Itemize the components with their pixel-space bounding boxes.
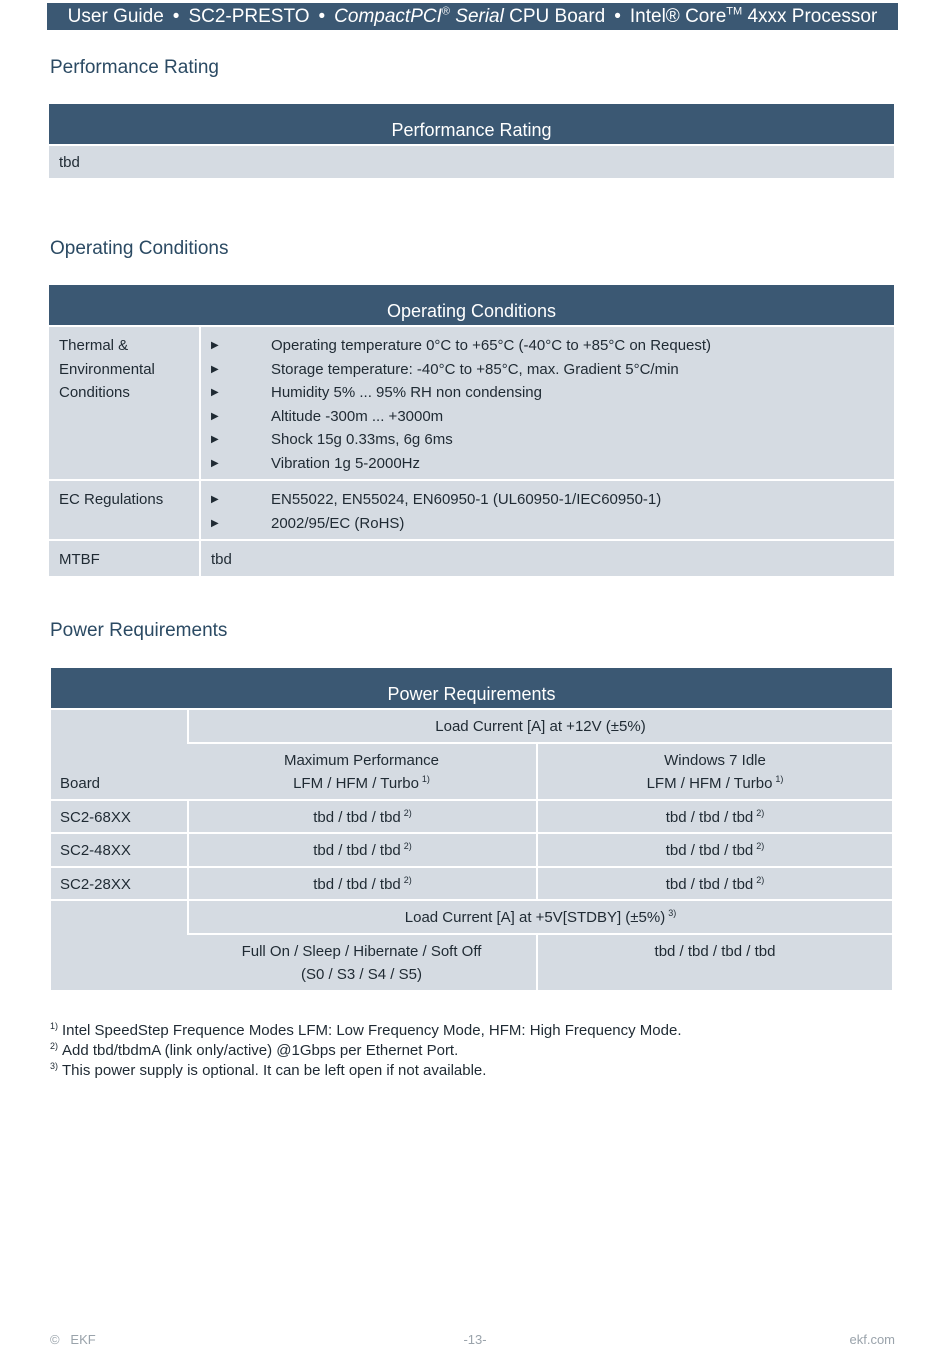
max-performance-value: tbd / tbd / tbd $^{2)}$	[187, 834, 536, 868]
power-table-title: Power Requirements	[51, 668, 892, 710]
list-item: ▶ Vibration 1g 5-2000Hz	[211, 452, 884, 476]
table-row	[51, 801, 892, 835]
footnote: $^{2)}$ Add tbd/tbdmA (link only/active) @1Gbps per Ethernet Port.	[50, 1041, 459, 1059]
bullet-triangle-icon: ▶	[211, 340, 219, 351]
list-item: ▶ Shock 15g 0.33ms, 6g 6ms	[211, 428, 884, 452]
header-separator: •	[318, 6, 326, 27]
idle-value: tbd / tbd / tbd $^{2)}$	[536, 868, 892, 902]
win7-idle-header: Windows 7 Idle LFM / HFM / Turbo $^{1)}$	[536, 744, 892, 801]
list-item: ▶ Humidity 5% ... 95% RH non condensing	[211, 381, 884, 405]
load-12v-header: Load Current [A] at +12V (±5%)	[187, 710, 892, 744]
thermal-label: Thermal & Environmental Conditions	[49, 327, 199, 481]
document-header	[47, 3, 898, 30]
bullet-triangle-icon: ▶	[211, 517, 219, 529]
power-heading: Power Requirements	[50, 620, 228, 641]
operating-table	[49, 285, 894, 578]
header-compactpci: CompactPCI	[334, 6, 442, 27]
mtbf-label: MTBF	[49, 541, 199, 578]
header-processor: 4xxx Processor	[747, 6, 878, 27]
performance-table	[49, 104, 894, 180]
board-name: SC2-48XX	[51, 834, 187, 868]
idle-value: tbd / tbd / tbd $^{2)}$	[536, 834, 892, 868]
list-item: ▶ Operating temperature 0°C to +65°C (-40°C to +85°C on Request)	[211, 334, 884, 358]
footer-copyright: © EKF	[50, 1332, 96, 1347]
table-row	[51, 901, 892, 935]
table-row	[51, 710, 892, 744]
list-item: ▶ Storage temperature: -40°C to +85°C, max. Gradient 5°C/min	[211, 358, 884, 382]
footer-page-number: -13-	[463, 1332, 487, 1347]
power-table	[51, 668, 892, 992]
bullet-triangle-icon: ▶	[211, 387, 219, 398]
board-name: SC2-28XX	[51, 868, 187, 902]
header-product: SC2-PRESTO	[188, 6, 310, 27]
max-performance-header: Maximum Performance LFM / HFM / Turbo $^{1)}$	[187, 744, 536, 801]
board-name: SC2-68XX	[51, 801, 187, 835]
board-column-header: Board	[51, 710, 187, 801]
idle-value: tbd / tbd / tbd $^{2)}$	[536, 801, 892, 835]
table-row	[49, 327, 894, 481]
performance-table-title: Performance Rating	[49, 104, 894, 146]
table-row	[51, 834, 892, 868]
list-item: ▶ EN55022, EN55024, EN60950-1 (UL60950-1/IEC60950-1)	[211, 488, 884, 512]
table-row	[49, 541, 894, 578]
ec-regulations	[199, 481, 894, 541]
empty-cell	[51, 901, 187, 992]
performance-heading: Performance Rating	[50, 57, 219, 78]
operating-table-title: Operating Conditions	[49, 285, 894, 327]
bullet-triangle-icon: ▶	[211, 494, 219, 505]
bullet-triangle-icon: ▶	[211, 363, 219, 375]
max-performance-value: tbd / tbd / tbd $^{2)}$	[187, 868, 536, 902]
power-states-label: Full On / Sleep / Hibernate / Soft Off (S0 / S3 / S4 / S5)	[187, 935, 536, 992]
mtbf-value: tbd	[199, 541, 894, 578]
header-serial: Serial	[455, 6, 504, 27]
footnotes	[50, 1021, 681, 1081]
table-row	[51, 868, 892, 902]
table-row	[49, 481, 894, 541]
header-tm-mark: TM	[726, 5, 743, 18]
bullet-triangle-icon: ▶	[211, 434, 219, 445]
load-5v-header: Load Current [A] at +5V[STDBY] (±5%) $^{3)}$	[187, 901, 892, 935]
footnote: $^{3)}$ This power supply is optional. It can be left open if not available.	[50, 1061, 487, 1079]
list-item: ▶ 2002/95/EC (RoHS)	[211, 512, 884, 536]
power-states-value: tbd / tbd / tbd / tbd	[536, 935, 892, 992]
thermal-conditions	[199, 327, 894, 481]
footnote: $^{1)}$ Intel SpeedStep Frequence Modes LFM: Low Frequency Mode, HFM: High Frequency Mode.	[50, 1021, 682, 1039]
header-separator: •	[614, 6, 621, 27]
list-item: ▶ Altitude -300m ... +3000m	[211, 405, 884, 429]
header-intel-core: Intel® Core	[629, 6, 727, 27]
ec-regulations-label: EC Regulations	[49, 481, 199, 541]
max-performance-value: tbd / tbd / tbd $^{2)}$	[187, 801, 536, 835]
bullet-triangle-icon: ▶	[211, 410, 219, 422]
header-guide: User Guide	[67, 6, 164, 27]
header-cpu-board: CPU Board	[509, 6, 606, 27]
performance-value: tbd	[49, 146, 894, 180]
footer-website: ekf.com	[849, 1332, 895, 1347]
bullet-triangle-icon: ▶	[211, 457, 219, 469]
header-registered-mark: ®	[441, 5, 450, 18]
header-separator: •	[172, 6, 180, 27]
operating-heading: Operating Conditions	[50, 238, 229, 259]
